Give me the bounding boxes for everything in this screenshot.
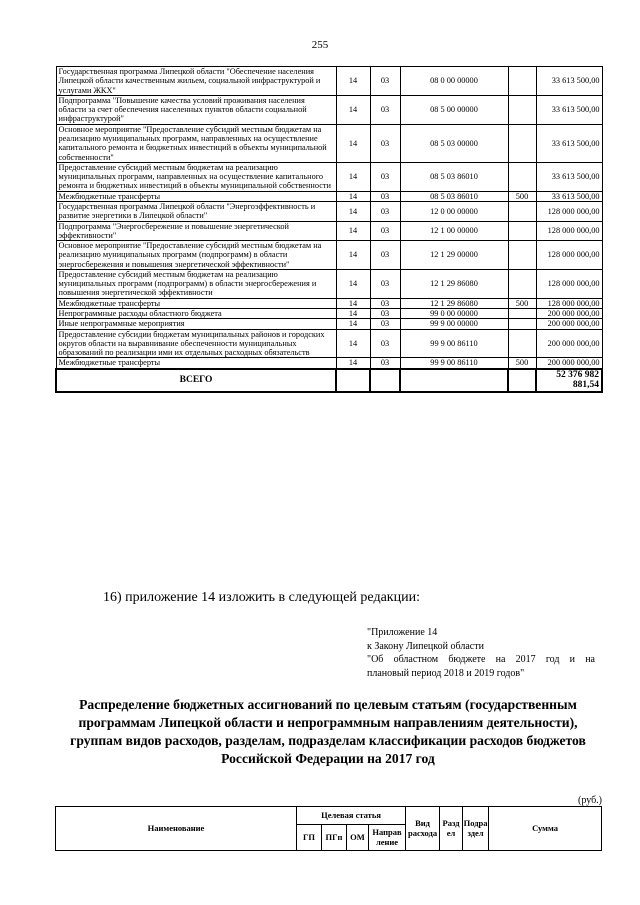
row-section-code: 03 xyxy=(370,191,400,201)
row-sum: 128 000 000,00 xyxy=(536,201,602,221)
row-sum: 200 000 000,00 xyxy=(536,309,602,319)
row-sum: 128 000 000,00 xyxy=(536,269,602,298)
header-section: Разд ел xyxy=(440,807,463,851)
row-gp-code: 14 xyxy=(336,124,370,162)
row-gp-code: 14 xyxy=(336,191,370,201)
row-section-code: 03 xyxy=(370,95,400,124)
row-section-code: 03 xyxy=(370,358,400,369)
row-name: Межбюджетные трансферты xyxy=(56,191,336,201)
row-name: Предоставление субсидий местным бюджетам на реализацию муниципальных программ (подпрограмм) в области энергосбережения и повышения энергетической эффективности xyxy=(56,269,336,298)
row-name: Основное мероприятие "Предоставление субсидий местным бюджетам на реализацию муниципальных программ (подпрограмм) в области энергосбережения и повышения энергетической эффективности" xyxy=(56,241,336,270)
row-section-code: 03 xyxy=(370,221,400,241)
row-target-article: 12 0 00 00000 xyxy=(400,201,508,221)
row-expense-type xyxy=(508,241,536,270)
row-expense-type xyxy=(508,67,536,96)
row-expense-type xyxy=(508,95,536,124)
row-name: Непрограммные расходы областного бюджета xyxy=(56,309,336,319)
header-om: ОМ xyxy=(347,825,369,851)
row-target-article: 08 5 03 86010 xyxy=(400,191,508,201)
row-sum: 33 613 500,00 xyxy=(536,191,602,201)
table-row xyxy=(56,67,602,96)
header-pgp: ПГп xyxy=(322,825,347,851)
row-target-article: 99 9 00 86110 xyxy=(400,329,508,358)
row-target-article: 12 1 00 00000 xyxy=(400,221,508,241)
table-row xyxy=(56,95,602,124)
row-name: Государственная программа Липецкой области "Обеспечение населения Липецкой области качественным жильем, социальной инфраструктурой и услугами ЖКХ" xyxy=(56,67,336,96)
total-label: ВСЕГО xyxy=(56,369,336,392)
row-expense-type xyxy=(508,124,536,162)
row-gp-code: 14 xyxy=(336,67,370,96)
row-gp-code: 14 xyxy=(336,95,370,124)
row-target-article: 99 9 00 86110 xyxy=(400,358,508,369)
amendment-instruction: 16) приложение 14 изложить в следующей редакции: xyxy=(103,590,420,605)
row-name: Предоставление субсидии бюджетам муниципальных районов и городских округов области на выравнивание обеспеченности муниципальных образований по реализации ими их отдельных расходных обязательств xyxy=(56,329,336,358)
table-row xyxy=(56,298,602,308)
row-target-article: 08 5 03 86010 xyxy=(400,162,508,191)
row-name: Межбюджетные трансферты xyxy=(56,358,336,369)
distribution-table-header xyxy=(55,806,602,851)
row-name: Предоставление субсидий местным бюджетам на реализацию муниципальных программ, направленных на осуществление капитального ремонта и бюджетных инвестиций в объекты муниципальной собственности xyxy=(56,162,336,191)
annex-line-1: "Приложение 14 xyxy=(367,627,438,638)
row-section-code: 03 xyxy=(370,241,400,270)
row-name: Иные непрограммные мероприятия xyxy=(56,319,336,329)
row-gp-code: 14 xyxy=(336,329,370,358)
row-expense-type: 500 xyxy=(508,191,536,201)
row-sum: 128 000 000,00 xyxy=(536,221,602,241)
row-sum: 33 613 500,00 xyxy=(536,67,602,96)
table-row xyxy=(56,358,602,369)
table-row xyxy=(56,162,602,191)
row-expense-type xyxy=(508,309,536,319)
budget-table xyxy=(55,66,603,393)
row-sum: 33 613 500,00 xyxy=(536,95,602,124)
row-gp-code: 14 xyxy=(336,201,370,221)
row-sum: 200 000 000,00 xyxy=(536,329,602,358)
row-target-article: 12 1 29 86080 xyxy=(400,298,508,308)
table-row xyxy=(56,269,602,298)
annex-reference xyxy=(367,626,595,680)
row-expense-type xyxy=(508,269,536,298)
row-target-article: 12 1 29 86080 xyxy=(400,269,508,298)
row-gp-code: 14 xyxy=(336,269,370,298)
header-name: Наименование xyxy=(56,807,297,851)
row-section-code: 03 xyxy=(370,319,400,329)
table-row xyxy=(56,241,602,270)
row-gp-code: 14 xyxy=(336,309,370,319)
row-name: Основное мероприятие "Предоставление субсидий местным бюджетам на реализацию муниципальных программ, направленных на осуществление капитального ремонта и бюджетных инвестиций в объекты муниципальной собственности" xyxy=(56,124,336,162)
row-target-article: 08 5 03 00000 xyxy=(400,124,508,162)
row-target-article: 99 9 00 00000 xyxy=(400,319,508,329)
row-target-article: 99 0 00 00000 xyxy=(400,309,508,319)
page-number: 255 xyxy=(311,39,329,51)
row-sum: 33 613 500,00 xyxy=(536,162,602,191)
row-section-code: 03 xyxy=(370,124,400,162)
annex-line-3: "Об областном бюджете на 2017 год и на xyxy=(367,654,595,665)
table-row xyxy=(56,124,602,162)
row-section-code: 03 xyxy=(370,67,400,96)
row-gp-code: 14 xyxy=(336,221,370,241)
table-row xyxy=(56,191,602,201)
row-name: Межбюджетные трансферты xyxy=(56,298,336,308)
row-target-article: 12 1 29 00000 xyxy=(400,241,508,270)
table-row xyxy=(56,329,602,358)
table-row xyxy=(56,309,602,319)
row-section-code: 03 xyxy=(370,329,400,358)
row-sum: 33 613 500,00 xyxy=(536,124,602,162)
row-name: Подпрограмма "Повышение качества условий проживания населения области за счет обеспечения населенных пунктов области социальной инфраструктурой" xyxy=(56,95,336,124)
row-expense-type: 500 xyxy=(508,358,536,369)
row-expense-type xyxy=(508,221,536,241)
header-expense-type: Вид расхода xyxy=(406,807,440,851)
annex-line-4: плановый период 2018 и 2019 годов" xyxy=(367,667,525,679)
annex-line-2: к Закону Липецкой области xyxy=(367,640,484,652)
header-gp: ГП xyxy=(297,825,322,851)
row-expense-type: 500 xyxy=(508,298,536,308)
table-row xyxy=(56,221,602,241)
header-direction: Направ ление xyxy=(369,825,406,851)
row-sum: 128 000 000,00 xyxy=(536,298,602,308)
row-gp-code: 14 xyxy=(336,162,370,191)
row-section-code: 03 xyxy=(370,201,400,221)
row-gp-code: 14 xyxy=(336,319,370,329)
row-section-code: 03 xyxy=(370,269,400,298)
row-expense-type xyxy=(508,329,536,358)
row-target-article: 08 0 00 00000 xyxy=(400,67,508,96)
row-gp-code: 14 xyxy=(336,298,370,308)
row-expense-type xyxy=(508,319,536,329)
total-sum: 52 376 982 881,54 xyxy=(536,369,602,392)
row-expense-type xyxy=(508,162,536,191)
document-heading: Распределение бюджетных ассигнований по целевым статьям (государственным программам Липецкой области и непрограммным направлениям деятельности), группам видов расходов, разделам, подразделам классификации расходов бюджетов Российской Федерации на 2017 год xyxy=(70,697,586,766)
row-sum: 128 000 000,00 xyxy=(536,241,602,270)
row-section-code: 03 xyxy=(370,162,400,191)
row-sum: 200 000 000,00 xyxy=(536,319,602,329)
row-target-article: 08 5 00 00000 xyxy=(400,95,508,124)
row-gp-code: 14 xyxy=(336,358,370,369)
table-row xyxy=(56,319,602,329)
row-name: Подпрограмма "Энергосбережение и повышение энергетической эффективности" xyxy=(56,221,336,241)
currency-unit: (руб.) xyxy=(578,795,602,806)
row-gp-code: 14 xyxy=(336,241,370,270)
table-row xyxy=(56,201,602,221)
row-expense-type xyxy=(508,201,536,221)
header-sum: Сумма xyxy=(489,807,602,851)
header-target-article: Целевая статья xyxy=(297,807,406,825)
row-section-code: 03 xyxy=(370,309,400,319)
header-subsection: Подра здел xyxy=(463,807,489,851)
row-section-code: 03 xyxy=(370,298,400,308)
row-sum: 200 000 000,00 xyxy=(536,358,602,369)
total-row xyxy=(56,369,602,392)
row-name: Государственная программа Липецкой области "Энергоэффективность и развитие энергетики в Липецкой области" xyxy=(56,201,336,221)
